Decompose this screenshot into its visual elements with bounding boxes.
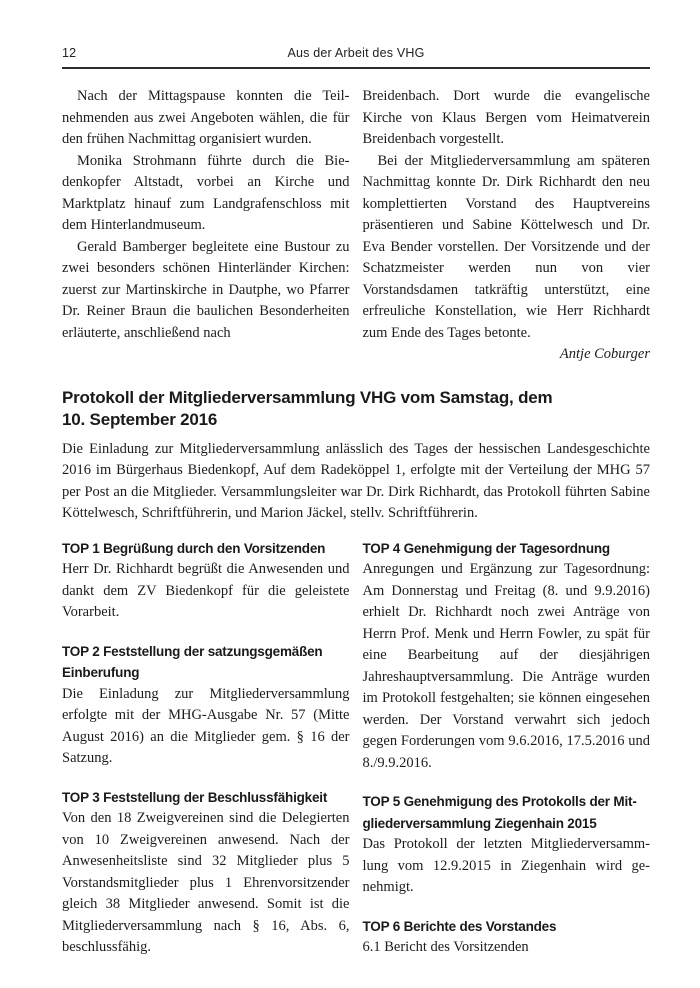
top-body: Herr Dr. Richhardt begrüßt die Anwesenden und dankt dem ZV Biedenkopf für die geleistete Vorarbeit. [62,561,350,620]
top-heading: TOP 2 Feststellung der satzungsgemäßen Einberufung [62,643,323,680]
protokoll-intro: Die Einladung zur Mitgliederversammlung anlässlich des Tages der hessischen Landesgeschichte 2016 im Bürgerhaus Biedenkopf, Auf dem Radeköppel 1, erfolgte mit der Verteilung der MHG 57 per Post an die Mitglieder. Versammlungsleiter war Dr. Dirk Richhardt, das Protokoll führten Sabine Köttelwesch, Schriftführerin, und Marion Jäckel, stellv. Schriftführerin. [62,440,650,521]
report-section [62,86,650,366]
report-paragraph: Nach der Mittagspause konnten die Teilnehmenden aus zwei Angeboten wählen, die für den frühen Nachmittag organisiert wurden. [62,88,350,147]
protokoll-section [62,538,650,976]
top-section-2 [62,641,350,770]
top-heading: TOP 5 Genehmigung des Protokolls der Mitgliederversammlung Ziegenhain 2015 [362,794,637,831]
report-paragraph: Bei der Mitgliederversammlung am späteren Nachmittag konnte Dr. Dirk Richhardt den neu komplettierten Vorstand des Hauptvereins präsentieren und Sabine Köttelwesch und Dr. Eva Bender vorstellen. Der Vorsitzende und der Schatzmeister werden nun von vier Vorstandsdamen tatkräftig unterstützt, eine erfreuliche Konstellation, wie Herr Richhardt zum Ende des Tages betonte. [362,152,650,341]
protokoll-left-column [62,538,350,976]
top-section-1 [62,538,350,624]
running-title: Aus der Arbeit des VHG [287,46,425,60]
top-heading: TOP 3 Feststellung der Beschlussfähigkeit [62,789,328,805]
running-header [62,42,650,60]
top-section-3 [62,787,350,959]
report-paragraph: Gerald Bamberger begleitete eine Bustour zu zwei besonders schönen Hinterländer Kirchen: zuerst zur Martinskirche in Dautphe, wo Pfarrer Dr. Reiner Braun die baulichen Besonderheiten erläuterte, anschließend nach [62,238,350,341]
top-body: Von den 18 Zweigvereinen sind die Delegierten von 10 Zweigvereinen anwesend. Nach der Anwesenheitsliste sind 32 Mitglieder plus 5 Vorstandsmitglieder plus 1 Ehrenvorsitzender gleich 38 Mitglieder anwesend. Somit ist die Mitgliederversammlung nach § 16, Abs. 6, beschlussfähig. [62,810,350,955]
report-right-column [363,86,651,366]
report-byline: Antje Coburger [559,346,650,362]
report-paragraph: Monika Strohmann führte durch die Biedenkopfer Altstadt, vorbei an Kirche und Marktplatz hinauf zum Landgrafenschloss mit dem Hinterlandmuseum. [62,152,350,233]
top-heading: TOP 6 Berichte des Vorstandes [362,918,557,934]
top-heading: TOP 1 Begrüßung durch den Vorsitzenden [62,540,326,556]
protokoll-right-column [363,538,651,976]
top-body: Das Protokoll der letzten Mitgliederversammlung vom 12.9.2015 in Ziegenhain wird genehmigt. [362,836,650,895]
protokoll-title-line1: Protokoll der Mitgliederversammlung VHG vom Samstag, dem [62,387,553,407]
protokoll-title-line2: 10. September 2016 [62,410,218,429]
top-body: Die Einladung zur Mitgliederversammlung erfolgte mit der MHG-Ausgabe Nr. 57 (Mitte August 2016) an die Mitglieder gem. § 16 der Satzung. [62,685,350,766]
page-number: 12 [62,46,77,60]
top-heading: TOP 4 Genehmigung der Tagesordnung [362,540,610,556]
top-body: Anregungen und Ergänzung zur Tagesordnung: Am Donnerstag und Freitag (8. und 9.9.2016) erhielt Dr. Richhardt noch zwei Anträge von Herrn Prof. Menk und Herrn Fowler, zu spät für eine Bearbeitung auf der diesjährigen Jahreshauptversammlung. Die Anträge wurden im Protokoll festgehalten; sie können eingesehen werden. Der Vorstand verwahrt sich jedoch gegen Forderungen vom 9.6.2016, 17.5.2016 und 8./9.9.2016. [362,561,650,771]
report-paragraph: Breidenbach. Dort wurde die evangelische Kirche von Klaus Bergen vom Heimatverein Breidenbach vorgestellt. [362,88,650,147]
top-section-5 [363,791,651,899]
top-section-4 [363,538,651,775]
report-left-column [62,86,350,366]
header-rule [62,67,650,69]
top-body: 6.1 Bericht des Vorsitzenden [362,939,529,955]
top-section-6 [363,916,651,959]
protokoll-title [62,387,650,432]
